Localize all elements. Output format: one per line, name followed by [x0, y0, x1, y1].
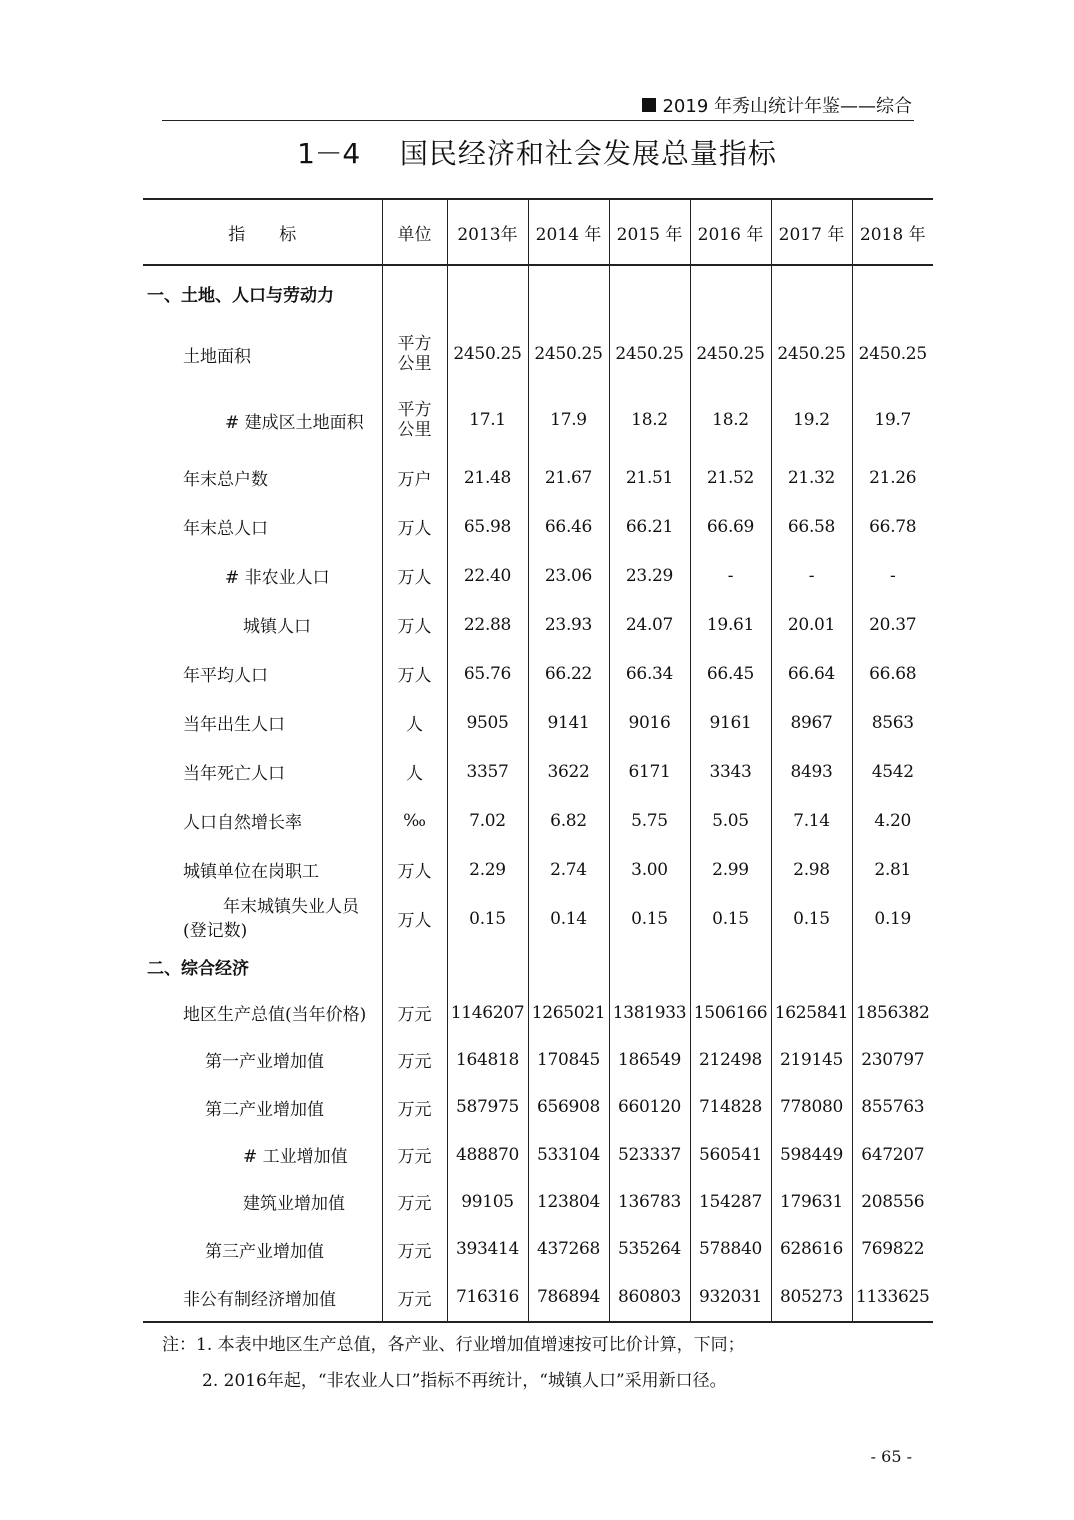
table-row — [143, 1083, 933, 1131]
table-row — [143, 649, 933, 698]
value-cell: 855763 — [852, 1083, 933, 1131]
value-cell: 186549 — [609, 1036, 690, 1083]
indicator-cell: 当年死亡人口 — [183, 764, 285, 784]
value-cell: 560541 — [690, 1131, 771, 1178]
value-cell: 716316 — [447, 1273, 528, 1322]
header-year: 2018 年 — [852, 199, 933, 265]
unit-cell: 万元 — [382, 1178, 447, 1225]
value-cell: 17.9 — [528, 387, 609, 453]
unit-cell: 万人 — [382, 600, 447, 649]
value-cell: 1133625 — [852, 1273, 933, 1322]
value-cell: 9505 — [447, 698, 528, 747]
unit-cell: 万元 — [382, 1273, 447, 1322]
value-cell: 932031 — [690, 1273, 771, 1322]
value-cell: 20.01 — [771, 600, 852, 649]
value-cell: 65.98 — [447, 502, 528, 551]
value-cell: 66.45 — [690, 649, 771, 698]
indicator-cell: 年末总户数 — [183, 470, 268, 490]
value-cell: 5.05 — [690, 796, 771, 845]
unit-cell: 万元 — [382, 1225, 447, 1273]
table-row — [143, 453, 933, 502]
value-cell: 0.15 — [690, 894, 771, 943]
value-cell: 1506166 — [690, 989, 771, 1036]
value-cell: 628616 — [771, 1225, 852, 1273]
indicator-cell: # 工业增加值 — [243, 1147, 348, 1167]
value-cell: 170845 — [528, 1036, 609, 1083]
value-cell — [690, 265, 771, 321]
value-cell: 2.99 — [690, 845, 771, 894]
value-cell: 66.68 — [852, 649, 933, 698]
table-row — [143, 387, 933, 453]
value-cell: 136783 — [609, 1178, 690, 1225]
value-cell: 9016 — [609, 698, 690, 747]
value-cell: 4542 — [852, 747, 933, 796]
value-cell: 154287 — [690, 1178, 771, 1225]
value-cell: 769822 — [852, 1225, 933, 1273]
value-cell: 66.22 — [528, 649, 609, 698]
indicator-cell: 土地面积 — [183, 346, 251, 367]
value-cell: 7.02 — [447, 796, 528, 845]
header-year: 2016 年 — [690, 199, 771, 265]
value-cell: 0.15 — [447, 894, 528, 943]
value-cell: 6171 — [609, 747, 690, 796]
indicator-cell: 人口自然增长率 — [183, 813, 302, 833]
value-cell: 3622 — [528, 747, 609, 796]
table-row — [143, 551, 933, 600]
value-cell: 2450.25 — [690, 321, 771, 387]
value-cell — [528, 265, 609, 321]
header-unit: 单位 — [382, 199, 447, 265]
value-cell: 805273 — [771, 1273, 852, 1322]
unit-cell: ‰ — [382, 796, 447, 845]
value-cell: 2450.25 — [447, 321, 528, 387]
indicator-cell: 地区生产总值(当年价格) — [183, 1005, 367, 1025]
value-cell: 3343 — [690, 747, 771, 796]
value-cell: 488870 — [447, 1131, 528, 1178]
value-cell: 179631 — [771, 1178, 852, 1225]
value-cell: 6.82 — [528, 796, 609, 845]
unit-cell: 平方公里 — [382, 321, 447, 387]
table-title: 国民经济和社会发展总量指标 — [399, 137, 777, 170]
indicator-cell: 年平均人口 — [183, 666, 268, 686]
table-row — [143, 502, 933, 551]
value-cell: 1265021 — [528, 989, 609, 1036]
section-row — [143, 265, 933, 321]
value-cell: 66.21 — [609, 502, 690, 551]
value-cell: 523337 — [609, 1131, 690, 1178]
value-cell: 2450.25 — [528, 321, 609, 387]
value-cell: 219145 — [771, 1036, 852, 1083]
value-cell: 21.67 — [528, 453, 609, 502]
value-cell: 21.26 — [852, 453, 933, 502]
value-cell: 3357 — [447, 747, 528, 796]
table-notes — [162, 1327, 745, 1399]
table-row — [143, 1178, 933, 1225]
header-year: 2014 年 — [528, 199, 609, 265]
value-cell: - — [690, 551, 771, 600]
value-cell: 2.74 — [528, 845, 609, 894]
indicator-cell: 年末总人口 — [183, 519, 268, 539]
value-cell — [447, 943, 528, 989]
value-cell: 212498 — [690, 1036, 771, 1083]
indicator-cell: 当年出生人口 — [183, 715, 285, 735]
table-row — [143, 1036, 933, 1083]
value-cell: 164818 — [447, 1036, 528, 1083]
value-cell: 0.14 — [528, 894, 609, 943]
value-cell: 7.14 — [771, 796, 852, 845]
table-row — [143, 845, 933, 894]
unit-cell: 人 — [382, 747, 447, 796]
header-year: 2017 年 — [771, 199, 852, 265]
value-cell: 0.15 — [609, 894, 690, 943]
value-cell: 8563 — [852, 698, 933, 747]
value-cell: 1856382 — [852, 989, 933, 1036]
table-row — [143, 1273, 933, 1322]
unit-cell: 万人 — [382, 894, 447, 943]
value-cell: 66.64 — [771, 649, 852, 698]
indicator-cell: 非公有制经济增加值 — [143, 1273, 382, 1322]
value-cell: 8967 — [771, 698, 852, 747]
indicator-cell: 建筑业增加值 — [243, 1194, 345, 1214]
value-cell: 2.98 — [771, 845, 852, 894]
unit-cell: 万户 — [382, 453, 447, 502]
value-cell: 5.75 — [609, 796, 690, 845]
value-cell: 1381933 — [609, 989, 690, 1036]
value-cell: 123804 — [528, 1178, 609, 1225]
indicator-cell: 二、综合经济 — [147, 958, 249, 979]
value-cell: 8493 — [771, 747, 852, 796]
value-cell: 17.1 — [447, 387, 528, 453]
value-cell: - — [771, 551, 852, 600]
value-cell: 1146207 — [447, 989, 528, 1036]
indicator-cell: 城镇单位在岗职工 — [183, 862, 319, 882]
running-header — [162, 88, 914, 121]
value-cell: 22.40 — [447, 551, 528, 600]
header-indicator: 指 标 — [143, 199, 382, 265]
value-cell: 21.51 — [609, 453, 690, 502]
value-cell: 20.37 — [852, 600, 933, 649]
value-cell: 24.07 — [609, 600, 690, 649]
value-cell — [771, 265, 852, 321]
value-cell: 230797 — [852, 1036, 933, 1083]
value-cell: 66.78 — [852, 502, 933, 551]
indicator-cell: # 非农业人口 — [225, 568, 330, 588]
value-cell: 208556 — [852, 1178, 933, 1225]
indicator-cell: 城镇人口 — [243, 617, 311, 637]
value-cell: 66.34 — [609, 649, 690, 698]
value-cell: 23.06 — [528, 551, 609, 600]
value-cell — [771, 943, 852, 989]
table-row — [143, 894, 933, 943]
header-year: 2015 年 — [609, 199, 690, 265]
value-cell: 3.00 — [609, 845, 690, 894]
value-cell: 23.29 — [609, 551, 690, 600]
value-cell: 66.69 — [690, 502, 771, 551]
indicator-cell: 第三产业增加值 — [205, 1241, 324, 1262]
page-number: - 65 - — [870, 1447, 912, 1466]
value-cell: 2.81 — [852, 845, 933, 894]
value-cell: 860803 — [609, 1273, 690, 1322]
value-cell: 598449 — [771, 1131, 852, 1178]
value-cell: 22.88 — [447, 600, 528, 649]
value-cell — [447, 265, 528, 321]
note-line: 注：1. 本表中地区生产总值，各产业、行业增加值增速按可比价计算，下同； — [162, 1335, 745, 1355]
value-cell: 99105 — [447, 1178, 528, 1225]
value-cell: 65.76 — [447, 649, 528, 698]
unit-cell: 平方公里 — [382, 387, 447, 453]
value-cell: 18.2 — [690, 387, 771, 453]
value-cell: 1625841 — [771, 989, 852, 1036]
value-cell: 2450.25 — [771, 321, 852, 387]
indicator-cell: 年末城镇失业人员(登记数) — [183, 896, 359, 941]
value-cell — [609, 265, 690, 321]
value-cell: 535264 — [609, 1225, 690, 1273]
unit-cell — [382, 265, 447, 321]
page-title — [0, 132, 1074, 172]
value-cell: 437268 — [528, 1225, 609, 1273]
value-cell — [609, 943, 690, 989]
table-row — [143, 796, 933, 845]
header-text: 2019 年秀山统计年鉴——综合 — [662, 96, 912, 117]
indicator-cell: # 建成区土地面积 — [225, 412, 364, 433]
header-square-icon — [642, 98, 656, 112]
table-number: 1－4 — [297, 137, 360, 170]
value-cell: 578840 — [690, 1225, 771, 1273]
value-cell: - — [852, 551, 933, 600]
unit-cell: 万元 — [382, 989, 447, 1036]
value-cell: 2.29 — [447, 845, 528, 894]
value-cell: 786894 — [528, 1273, 609, 1322]
note-line: 2. 2016年起，“非农业人口”指标不再统计，“城镇人口”采用新口径。 — [202, 1371, 727, 1391]
unit-cell: 万人 — [382, 551, 447, 600]
table-row — [143, 1131, 933, 1178]
value-cell: 19.7 — [852, 387, 933, 453]
value-cell: 66.58 — [771, 502, 852, 551]
value-cell — [852, 265, 933, 321]
value-cell: 0.19 — [852, 894, 933, 943]
table-row — [143, 321, 933, 387]
value-cell: 714828 — [690, 1083, 771, 1131]
value-cell: 21.32 — [771, 453, 852, 502]
value-cell: 19.2 — [771, 387, 852, 453]
header-year: 2013年 — [447, 199, 528, 265]
indicator-table — [143, 198, 933, 1323]
unit-cell: 人 — [382, 698, 447, 747]
value-cell: 0.15 — [771, 894, 852, 943]
table-row — [143, 989, 933, 1036]
value-cell: 21.48 — [447, 453, 528, 502]
value-cell: 2450.25 — [852, 321, 933, 387]
value-cell — [690, 943, 771, 989]
section-row — [143, 943, 933, 989]
value-cell: 656908 — [528, 1083, 609, 1131]
value-cell: 66.46 — [528, 502, 609, 551]
table-row — [143, 600, 933, 649]
value-cell: 21.52 — [690, 453, 771, 502]
indicator-cell: 第一产业增加值 — [205, 1052, 324, 1072]
unit-cell: 万人 — [382, 845, 447, 894]
value-cell: 23.93 — [528, 600, 609, 649]
value-cell: 2450.25 — [609, 321, 690, 387]
unit-cell: 万人 — [382, 649, 447, 698]
table-header-row — [143, 199, 933, 265]
value-cell — [852, 943, 933, 989]
value-cell: 647207 — [852, 1131, 933, 1178]
value-cell: 660120 — [609, 1083, 690, 1131]
indicator-cell: 一、土地、人口与劳动力 — [147, 286, 334, 306]
unit-cell: 万元 — [382, 1083, 447, 1131]
indicator-cell: 第二产业增加值 — [205, 1099, 324, 1120]
unit-cell — [382, 943, 447, 989]
table-row — [143, 747, 933, 796]
unit-cell: 万人 — [382, 502, 447, 551]
unit-cell: 万元 — [382, 1131, 447, 1178]
table-row — [143, 1225, 933, 1273]
value-cell: 9161 — [690, 698, 771, 747]
value-cell: 587975 — [447, 1083, 528, 1131]
value-cell: 9141 — [528, 698, 609, 747]
unit-cell: 万元 — [382, 1036, 447, 1083]
value-cell: 4.20 — [852, 796, 933, 845]
value-cell: 778080 — [771, 1083, 852, 1131]
value-cell: 19.61 — [690, 600, 771, 649]
value-cell: 393414 — [447, 1225, 528, 1273]
value-cell: 18.2 — [609, 387, 690, 453]
value-cell: 533104 — [528, 1131, 609, 1178]
value-cell — [528, 943, 609, 989]
table-row — [143, 698, 933, 747]
